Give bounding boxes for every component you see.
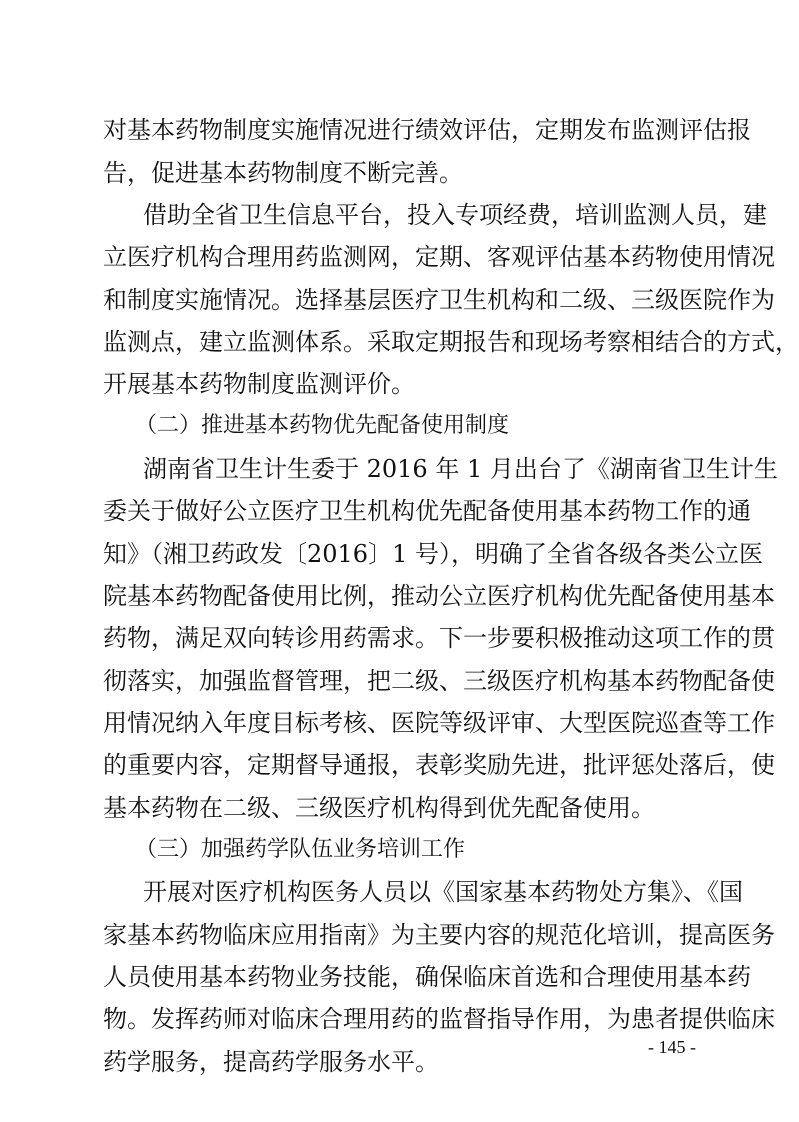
text-line: 和制度实施情况。选择基层医疗卫生机构和二级、三级医院作为 xyxy=(103,286,775,314)
text-line: 药学服务，提高药学服务水平。 xyxy=(103,1048,439,1076)
text-line: 湖南省卫生计生委于 2016 年 1 月出台了《湖南省卫生计生 xyxy=(143,455,778,483)
text-line: 告，促进基本药物制度不断完善。 xyxy=(103,159,463,187)
text-line: 用情况纳入年度目标考核、医院等级评审、大型医院巡查等工作 xyxy=(103,709,775,737)
text-line: 院基本药物配备使用比例，推动公立医疗机构优先配备使用基本 xyxy=(103,582,775,610)
section-heading: （二）推进基本药物优先配备使用制度 xyxy=(135,413,510,438)
text-line: 委关于做好公立医疗卫生机构优先配备使用基本药物工作的通 xyxy=(103,497,751,525)
page-number: - 145 - xyxy=(648,1037,696,1057)
text-line: 物。发挥药师对临床合理用药的监督指导作用，为患者提供临床 xyxy=(103,1005,775,1033)
text-line: 药物，满足双向转诊用药需求。下一步要积极推动这项工作的贯 xyxy=(103,624,775,652)
text-line: 的重要内容，定期督导通报，表彰奖励先进，批评惩处落后，使 xyxy=(103,751,775,779)
text-line: 开展对医疗机构医务人员以《国家基本药物处方集》、《国 xyxy=(143,878,743,906)
text-line: 对基本药物制度实施情况进行绩效评估，定期发布监测评估报 xyxy=(103,116,751,144)
text-line: 家基本药物临床应用指南》为主要内容的规范化培训，提高医务 xyxy=(103,921,775,949)
text-line: 知》（湘卫药政发〔2016〕1 号），明确了全省各级各类公立医 xyxy=(103,540,763,568)
text-line: 基本药物在二级、三级医疗机构得到优先配备使用。 xyxy=(103,794,655,822)
text-line: 开展基本药物制度监测评价。 xyxy=(103,370,415,398)
text-line: 彻落实，加强监督管理，把二级、三级医疗机构基本药物配备使 xyxy=(103,667,775,695)
text-line: 监测点，建立监测体系。采取定期报告和现场考察相结合的方式， xyxy=(103,328,799,356)
text-line: 立医疗机构合理用药监测网，定期、客观评估基本药物使用情况 xyxy=(103,243,775,271)
text-line: 人员使用基本药物业务技能，确保临床首选和合理使用基本药 xyxy=(103,963,751,991)
text-line: 借助全省卫生信息平台，投入专项经费，培训监测人员，建 xyxy=(143,201,767,229)
section-heading: （三）加强药学队伍业务培训工作 xyxy=(135,837,466,862)
